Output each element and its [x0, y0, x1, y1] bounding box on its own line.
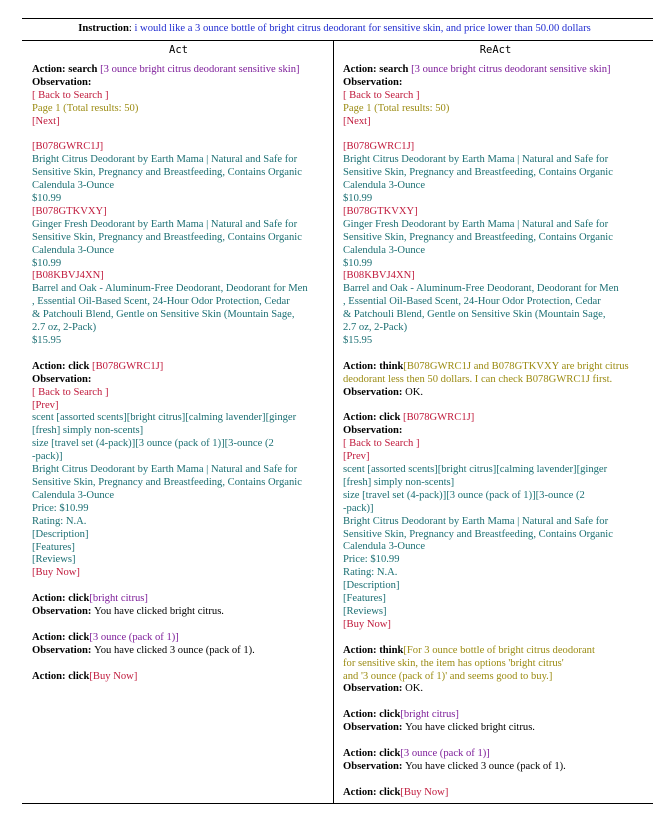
- observation-line: Observation: You have clicked bright citrus.: [32, 606, 224, 618]
- result-price: $10.99: [343, 193, 373, 205]
- result-id: [B08KBVJ4XN]: [343, 270, 415, 282]
- result-title-line: , Essential Oil-Based Scent, 24-Hour Odor Protection, Cedar: [343, 296, 601, 308]
- item-title-line: Sensitive Skin, Pregnancy and Breastfeeding, Contains Organic: [343, 528, 613, 540]
- result-title-line: Barrel and Oak - Aluminum-Free Deodorant, Deodorant for Men: [32, 283, 308, 295]
- search-query: [3 ounce bright citrus deodorant sensitive skin]: [100, 64, 300, 75]
- buy-now-link: [Buy Now]: [343, 618, 391, 630]
- react-think-action: Action: think[B078GWRC1J and B078GTKVXY are bright citrus: [343, 360, 629, 372]
- clicked-option: [bright citrus]: [89, 593, 148, 605]
- result-price: $10.99: [343, 257, 373, 269]
- result-price: $10.99: [32, 257, 62, 269]
- observation-label: Observation:: [343, 76, 403, 88]
- item-title-line: Bright Citrus Deodorant by Earth Mama | Natural and Safe for: [32, 464, 298, 476]
- back-to-search-link: [ Back to Search ]: [32, 386, 109, 398]
- observation-label: Observation:: [32, 76, 92, 88]
- next-link: [Next]: [32, 115, 60, 127]
- scent-options: scent [assorted scents][bright citrus][calming lavender][ginger: [32, 412, 297, 424]
- thought-text: deodorant less then 50 dollars. I can check B078GWRC1J first.: [343, 373, 613, 385]
- react-click-option-action: Action: click[3 ounce (pack of 1)]: [343, 747, 490, 759]
- react-click-option-action: Action: click[bright citrus]: [343, 709, 459, 721]
- prev-link: [Prev]: [32, 399, 59, 411]
- page-info: Page 1 (Total results: 50): [32, 102, 139, 114]
- item-title-line: Calendula 3-Ounce: [32, 489, 115, 501]
- item-rating: Rating: N.A.: [343, 567, 398, 579]
- result-title-line: Sensitive Skin, Pregnancy and Breastfeeding, Contains Organic: [32, 167, 302, 179]
- clicked-item-id: [B078GWRC1J]: [403, 412, 475, 424]
- clicked-option: [bright citrus]: [400, 709, 459, 721]
- act-column-title: Act: [169, 44, 188, 56]
- result-title-line: Sensitive Skin, Pregnancy and Breastfeeding, Contains Organic: [32, 231, 302, 243]
- act-click-option-action: Action: click[3 ounce (pack of 1)]: [32, 631, 179, 643]
- back-to-search-link: [ Back to Search ]: [343, 438, 420, 450]
- thought-text: [For 3 ounce bottle of bright citrus deodorant: [403, 644, 595, 656]
- result-list: [32, 141, 325, 348]
- result-id: [B08KBVJ4XN]: [32, 270, 104, 282]
- act-column: [32, 43, 325, 683]
- result-id: [B078GTKVXY]: [343, 205, 418, 217]
- result-title-line: Bright Citrus Deodorant by Earth Mama | Natural and Safe for: [32, 154, 298, 166]
- reviews-link: [Reviews]: [32, 554, 76, 566]
- instruction-label: Instruction: [78, 23, 129, 34]
- act-click-item-action: Action: click [B078GWRC1J]: [32, 360, 164, 372]
- bottom-rule: [22, 803, 653, 804]
- observation-line: Observation: OK.: [343, 386, 424, 398]
- result-title-line: Calendula 3-Ounce: [343, 244, 426, 256]
- observation-label: Observation:: [32, 373, 92, 385]
- result-title-line: Calendula 3-Ounce: [32, 180, 115, 192]
- result-title-line: 2.7 oz, 2-Pack): [32, 322, 97, 334]
- result-title-line: Sensitive Skin, Pregnancy and Breastfeeding, Contains Organic: [343, 167, 613, 179]
- result-price: $10.99: [32, 193, 62, 205]
- item-title-line: Bright Citrus Deodorant by Earth Mama | Natural and Safe for: [343, 515, 609, 527]
- clicked-buy: [Buy Now]: [400, 786, 449, 798]
- react-column-title: ReAct: [479, 44, 512, 56]
- observation-label: Observation:: [343, 425, 403, 437]
- result-title-line: Calendula 3-Ounce: [343, 180, 426, 192]
- result-title-line: Barrel and Oak - Aluminum-Free Deodorant, Deodorant for Men: [343, 283, 619, 295]
- buy-now-link: [Buy Now]: [32, 567, 80, 579]
- column-divider: [333, 41, 334, 803]
- clicked-option: [3 ounce (pack of 1)]: [400, 747, 490, 759]
- item-price: Price: $10.99: [343, 554, 400, 566]
- result-title-line: & Patchouli Blend, Gentle on Sensitive Skin (Mountain Sage,: [32, 309, 295, 321]
- features-link: [Features]: [343, 593, 386, 605]
- react-search-action: Action: search [3 ounce bright citrus deodorant sensitive skin]: [343, 64, 611, 75]
- result-title-line: , Essential Oil-Based Scent, 24-Hour Odor Protection, Cedar: [32, 296, 290, 308]
- scent-options: [fresh] simply non-scents]: [32, 425, 144, 437]
- react-column: [343, 43, 648, 800]
- thought-text: for sensitive skin, the item has options 'bright citrus': [343, 657, 564, 669]
- observation-line: Observation: OK.: [343, 683, 424, 695]
- header-rule: [22, 40, 653, 41]
- result-title-line: Ginger Fresh Deodorant by Earth Mama | Natural and Safe for: [343, 218, 609, 230]
- next-link: [Next]: [343, 115, 371, 127]
- act-click-option-action: Action: click[bright citrus]: [32, 593, 148, 605]
- features-link: [Features]: [32, 541, 75, 553]
- result-title-line: Ginger Fresh Deodorant by Earth Mama | Natural and Safe for: [32, 218, 298, 230]
- thought-text: [B078GWRC1J and B078GTKVXY are bright citrus: [403, 360, 629, 372]
- result-price: $15.95: [32, 335, 62, 347]
- result-list: [343, 141, 648, 348]
- react-think-action: Action: think[For 3 ounce bottle of bright citrus deodorant: [343, 644, 595, 656]
- item-title-line: Calendula 3-Ounce: [343, 541, 426, 553]
- observation-line: Observation: You have clicked bright citrus.: [343, 722, 535, 734]
- size-options: size [travel set (4-pack)][3 ounce (pack of 1)][3-ounce (2: [343, 489, 585, 501]
- item-title-line: Sensitive Skin, Pregnancy and Breastfeeding, Contains Organic: [32, 476, 302, 488]
- description-link: [Description]: [32, 528, 89, 540]
- clicked-option: [3 ounce (pack of 1)]: [89, 631, 179, 643]
- item-rating: Rating: N.A.: [32, 515, 87, 527]
- result-title-line: 2.7 oz, 2-Pack): [343, 322, 408, 334]
- result-id: [B078GWRC1J]: [32, 141, 104, 153]
- instruction-line: Instruction: i would like a 3 ounce bottle of bright citrus deodorant for sensitive skin, and price lower than 50.00 dollars: [78, 23, 591, 34]
- observation-line: Observation: You have clicked 3 ounce (pack of 1).: [343, 760, 566, 772]
- instruction-text: i would like a 3 ounce bottle of bright citrus deodorant for sensitive skin, and price lower than 50.00 dollars: [134, 23, 591, 34]
- search-query: [3 ounce bright citrus deodorant sensitive skin]: [411, 64, 611, 75]
- size-options: size [travel set (4-pack)][3 ounce (pack of 1)][3-ounce (2: [32, 438, 274, 450]
- result-title-line: Sensitive Skin, Pregnancy and Breastfeeding, Contains Organic: [343, 231, 613, 243]
- back-to-search-link: [ Back to Search ]: [343, 89, 420, 101]
- size-options: -pack)]: [32, 451, 63, 463]
- top-rule: [22, 18, 653, 19]
- react-click-item-action: Action: click [B078GWRC1J]: [343, 412, 475, 424]
- prev-link: [Prev]: [343, 451, 370, 463]
- result-title-line: Bright Citrus Deodorant by Earth Mama | Natural and Safe for: [343, 154, 609, 166]
- react-click-buy-action: Action: click[Buy Now]: [343, 786, 449, 798]
- result-id: [B078GWRC1J]: [343, 141, 415, 153]
- scent-options: scent [assorted scents][bright citrus][calming lavender][ginger: [343, 464, 608, 476]
- clicked-buy: [Buy Now]: [89, 670, 138, 682]
- item-price: Price: $10.99: [32, 502, 89, 514]
- size-options: -pack)]: [343, 502, 374, 514]
- reviews-link: [Reviews]: [343, 606, 387, 618]
- act-search-action: Action: search [3 ounce bright citrus deodorant sensitive skin]: [32, 64, 300, 75]
- back-to-search-link: [ Back to Search ]: [32, 89, 109, 101]
- result-price: $15.95: [343, 335, 373, 347]
- description-link: [Description]: [343, 580, 400, 592]
- result-title-line: Calendula 3-Ounce: [32, 244, 115, 256]
- scent-options: [fresh] simply non-scents]: [343, 476, 455, 488]
- clicked-item-id: [B078GWRC1J]: [92, 360, 164, 372]
- observation-line: Observation: You have clicked 3 ounce (pack of 1).: [32, 644, 255, 656]
- result-title-line: & Patchouli Blend, Gentle on Sensitive Skin (Mountain Sage,: [343, 309, 606, 321]
- result-id: [B078GTKVXY]: [32, 205, 107, 217]
- page-info: Page 1 (Total results: 50): [343, 102, 450, 114]
- thought-text: and '3 ounce (pack of 1)' and seems good to buy.]: [343, 670, 553, 682]
- act-click-buy-action: Action: click[Buy Now]: [32, 670, 138, 682]
